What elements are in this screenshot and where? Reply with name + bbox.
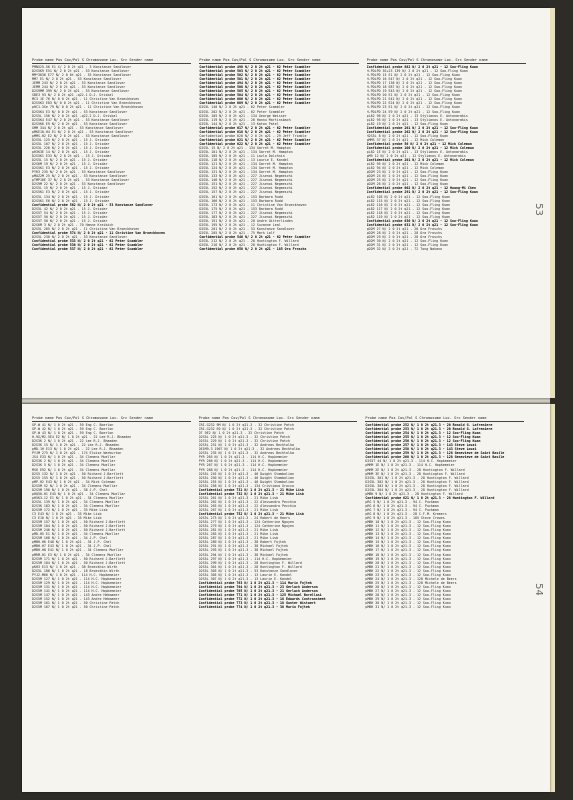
table-row: D2S5 132 N/ 1 0 2t q21 - 50 Richard J.Bartlett (32, 471, 124, 476)
table-row: pMBH 28 N/ 1 0 2t q21.3 - 12 Soo-Fling Kuan (365, 592, 451, 597)
table-row: PYR 266 N/ 1 0 2t q21.3 - 114 H.C. Hopkemeier (198, 459, 288, 464)
table-row: Confidential probe 773 N/ 1 0 2t q21.3 - 18 Gunter Wistaert (198, 601, 316, 606)
table-row: C3 E10 N/ 1 0 2t q21 - 35 Mike Lisb (32, 516, 102, 521)
column-1 (32, 416, 191, 784)
table-row: Confidential probe 259 N/ 1 0 2t q21.3 - 128 Genevieve de Saint Basile (365, 451, 505, 456)
table-row: D2S5M 127 N/ 1 0 2t q21 - 114 H.C. Hopkemeier (32, 576, 122, 581)
table-row: pMKE10-H4 E1 N/ 2 0 2t q21 - 53 Konstanze Sandlover (32, 129, 134, 134)
table-row: Confidential probe 621 N/ 2 0 2t q21 - 62 Peter Scambler (199, 137, 311, 142)
table-row: pMHM 2E N/ 1 0 2t q21.3 - 28 Huntington F. Willard (365, 467, 465, 472)
table-row: D2S5L 281 N/ 1 0 2t q21.3 - 21 Mike Lisb (198, 528, 279, 533)
table-row: D2S5L 289 N/ 1 0 2t q21.3 - 38 Robert Fojtek (198, 540, 287, 545)
table-row: D2S5M 171 N/ 1 0 2t q21 - 50 Richard J.Bartlett (32, 556, 126, 561)
table-row: D2S5L 303 N/ 1 0 2t q21.3 - 53 Konstanze Sandlover (198, 568, 298, 573)
table-row: D2S5L 125 N/ 2 0 2t q21 - 15 J. Drisdar (32, 137, 110, 142)
table-row: pL82 117 N/ 2 0 2t q21 - 12 Soo-Fling Kuan (366, 206, 451, 211)
table-row: pL82 115 N/ 2 0 2t q21 - 12 Soo-Fling Kuan (366, 198, 451, 203)
table-row: pMBH 14 N/ 1 0 2t q21.3 - 12 Soo-Fling Kuan (365, 536, 451, 541)
table-row: D2S5L 262 N/ 1 0 2t q21.3 - 22 Alessandro Pecchia (198, 499, 296, 504)
table-row: Confidential probe 631 N/ 2 0 2t q21 - 12 Soo-Fling Kuan (366, 222, 478, 227)
table-row: D2S5L 131 N/ 2 0 2t q21 - 134 Garret M. Hampton (199, 170, 293, 175)
column-2 (199, 58, 358, 390)
table-row: Confidential probe 257 N/ 1 0 2t q21.3 - 143 Steve Louzi (365, 443, 477, 448)
table-row: pD2M 31 N/ 2 0 2t q21 - 12 Soo-Fling Kuan (366, 243, 449, 248)
table-row: pL82 95 N/ 2 0 2t q21 - 13 Stylianos E. Antonarakis (366, 117, 468, 122)
table-row: Confidential probe 562 N/ 2 0 2t q21 - 53 Konstanze Sandlover (32, 202, 154, 207)
table-row: D2S5L 302 N/ 1 0 2t q21.3 - 28 Huntington F. Willard (365, 479, 469, 484)
table-row: pTMP10E 37 N/ 2 0 2t q21 - 53 Konstanze Sandlover (32, 178, 130, 183)
table-row: Confidential probe 201 N/ 2 0 2t q21 - 12 Mick Coleman (366, 158, 474, 163)
table-row: D2S5L 265 N/ 2 0 2t q21 - 11 Christine Van Broeckhoven (32, 226, 140, 231)
table-row: D2S5M 129 N/ 1 0 2t q21 - 114 H.C. Hopkemeier (32, 580, 122, 585)
table-row: D2S5K4 E47 N/ 2 0 2t q21 - 53 Konstanze Sandlover (32, 117, 130, 122)
table-row: pMP-H2 E43 N/ 1 0 2t q21 - 34 Mick Coleman (32, 479, 116, 484)
table-row: pL82 116 N/ 2 0 2t q21 - 12 Soo-Fling Kuan (366, 202, 451, 207)
table-row: D2S5L 195 N/ 2 0 2t q21 - 12 Suzanne Leal (199, 222, 281, 227)
table-row: pD2M 26 N/ 2 0 2t q21 - 12 Soo-Fling Kuan (366, 182, 449, 187)
table-row: D2S5L 294 N/ 1 0 2t q21.3 - 38 Michael Fojtek (198, 552, 288, 557)
table-row: Confidential probe 100 N/ 2 0 2t q21 - 12 Mick Coleman (366, 145, 474, 150)
table-row: pMBH-H6 E48 N/ 1 0 2t q21 - 34 J.P. Chel (32, 540, 112, 545)
table-row: D2S5L 267 N/ 1 0 2t q21.3 - 21 Mike Lisb (198, 507, 279, 512)
table-row: D2S5M 104 N/ 1 0 2t q21 - 50 Richard J.Bartlett (32, 524, 126, 529)
table-row: pL82 19 N/ 2 0 2t q21 - 12 Soo-Fling Kuan (366, 121, 449, 126)
table-row: pD2M 23 N/ 2 0 2t q21 - 12 Soo-Fling Kuan (366, 170, 449, 175)
table-row: pMUZ2M 25 N/ 2 0 2t q21 - 53 Konstanze Sandlover (32, 174, 128, 179)
table-row: D2S5K1 E3 N/ 2 0 2t q21 - 15 J. Drisdar (32, 166, 110, 171)
table-row: Confidential probe 752 N/ 1 0 2t q21.3 - 21 Mike Lisb (198, 512, 304, 517)
columns-page-54 (32, 416, 524, 784)
table-row: PYR 268 N/ 1 0 2t q21.3 - 114 H.C. Hopkemeier (198, 467, 288, 472)
table-row: pD2M 30 N/ 2 0 2t q21 - 12 Soo-Fling Kuan (366, 239, 449, 244)
table-row: D2S5M 190 N/ 1 0 2t q21 - 38 J.P. Chel (32, 487, 108, 492)
table-row: Confidential probe 56 N/ 2 0 2t q21 - 12 Mick Coleman (366, 141, 472, 146)
table-row: pMBH 26 N/ 1 0 2t q21.3 - 12 Soo-Fling Kuan (365, 584, 451, 589)
table-row: D2S5L 283 N/ 1 0 2t q21.3 - 21 Mike Lisb (198, 532, 279, 537)
table-row: DT 9E2 N/ 1 0 2t q21.3 - 32 Christine Patch (198, 431, 285, 436)
table-row: D2S5L 225 N/ 1 0 2t q21.3 - 32 Christine Patch (198, 435, 290, 440)
table-row: pL82 103 N/ 2 0 2t q21 - 12 Soo-Fling Kuan (366, 194, 451, 199)
table-row: D2S5L 186 N/ 1 0 2t q21 - 18 Broeckhin Wirth (32, 568, 120, 573)
table-row: D2S5K6 E9 N/ 2 0 2t q21 - 53 Konstanze Sandlover (32, 121, 128, 126)
table-row: D2S5L 105 N/ 2 0 2t q21 - 11 Lazlo Dolzhnin (199, 154, 285, 159)
table-row: D2S9MM 399 N/ 2 0 2t q21 - 53 Konstanze Sandlover (32, 89, 130, 94)
table-row: D2S5T 44 N/ 1 0 2t q21.3 - 114 H.C. Hopkemeier (365, 459, 457, 464)
table-row: D2S5L 140 N/ 2 0 2t q21 - 62 Peter Scambler (199, 105, 285, 110)
table-row: pD2M 29 N/ 2 0 2t q21 - 28 Ora Froschs (366, 234, 443, 239)
table-row: SBE3 93 N/ 2 0 2t q21 -q22.1 D.J. Driskal (32, 93, 114, 98)
table-row: Confidential probe 255 N/ 1 0 2t q21.3 - 12 Soo-Fling Kuan (365, 435, 481, 440)
table-row: D2S5L 212 N/ 2 0 2t q21 - 28 Huntington F. Willard (199, 239, 299, 244)
table-row: D2S5L 118 N/ 2 0 2t q21 - 13 Laurie E. Kandel (199, 158, 289, 163)
table-row: D2S5L 157 N/ 2 0 2t q21 - 227 Jisenoi Negmeschi (199, 190, 293, 195)
table-row: D2S5L 191 N/ 2 0 2t q21 - 28 Andre Uitterlinden (199, 218, 293, 223)
table-row: pMBH 15 N/ 1 0 2t q21.3 - 12 Soo-Fling Kuan (365, 540, 451, 545)
table-row: pH3K3E 14 N/ 2 0 2t q21 - 15 J. Drisdar (32, 149, 110, 154)
table-row: D2S5K1 E33 N/ 2 0 2t q21 - 15 J. Drisdar (32, 154, 112, 159)
table-row: Confidential probe 536 N/ 2 0 2t q21 - 62 Peter Scambler (32, 243, 144, 248)
column-3 (365, 416, 524, 784)
table-row: D2S5K4 E3 N/ 0 0 2t q21 - 53 Konstanze Sandlover (32, 109, 128, 114)
table-row: D2S5L 250 N/ 1 0 2t q21.3 - 46 Dwight Stambolian (198, 475, 294, 480)
table-row: pRG 8 N/ 1 0 2t q21.3 - 28 C.F.M. Kremers (365, 512, 447, 517)
table-row: D2S3K 5 N/ 1 0 2t q21 - 34 Clemens Muellar (32, 463, 116, 468)
table-row: pMBH 30 N/ 1 0 2t q21.3 - 12 Soo-Fling Kuan (365, 601, 451, 606)
table-row: D2S5L 175 N/ 2 0 2t q21 - 153 Barbara Rudd (199, 206, 283, 211)
table-row: D2S5M 131 N/ 1 0 2t q21 - 114 H.C. Hopkemeier (32, 584, 122, 589)
table-row: Confidential probe 508 N/ 2 0 2t q21 - 62 Peter Scambler (199, 85, 311, 90)
table-row: pL82 118 N/ 2 0 2t q21 - 12 Soo-Fling Kuan (366, 210, 451, 215)
table-row: D2S5L 183 N/ 2 0 2t q21 - 227 Jisenoi Negmeschi (199, 214, 293, 219)
table-row: Confidential probe 658 N/ 2 0 2t q21 - 185 Ora Froschs (199, 247, 307, 252)
table-row: Confidential probe 732 N/ 1 0 2t q21.3 - 21 Mike Lisb (198, 491, 304, 496)
columns-page-53 (32, 58, 526, 390)
table-row: pH5K3-12 E1 N/ 1 0 2t q21 - 34 Clemens Muellar (32, 495, 124, 500)
table-row: pHQ50-H1 E45 N/ 1 0 2t q21 - 34 Clemens Muellar (32, 491, 126, 496)
table-row: MC3 1E 76 N/ 0 0 2t q21 - 11 Christine Van Broeckhoven (32, 97, 140, 102)
table-row: pKH3 E13 N/ 1 0 2t q21 - 38 Broeckhin Wirth (32, 564, 118, 569)
table-row: pMBH 22 N/ 1 0 2t q21.3 - 12 Soo-Fling Kuan (365, 568, 451, 573)
table-row: Confidential probe 537 N/ 2 0 2t q21 - 62 Peter Scambler (32, 247, 144, 252)
table-row: DE1M9-3 1967 N/ 1 0 2t q21.3 - 32 Andreas Bechtolka (198, 447, 300, 452)
table-row: Confidential probe 574 N/ 2 0 2t q21 - 11 Christine Van Broeckhoven (32, 230, 165, 235)
table-row: Confidential probe 731 N/ 1 0 2t q21.3 - 21 Mike Lisb (198, 487, 304, 492)
table-row: Confidential probe 546 N/ 2 0 2t q21 - 62 Peter Scambler (199, 234, 311, 239)
table-row: D2S5L 293 N/ 1 0 2t q21.3 - 38 Michael Fojtek (198, 548, 288, 553)
table-row: Confidential probe 763 N/ 1 0 2t q21.3 - 114 Mario Fojtek (198, 580, 312, 585)
table-row: pRG 6 N/ 1 0 2t q21.3 - 94 C. Puckman (365, 503, 439, 508)
table-row: Confidential probe 501 N/ 2 0 2t q21 - 62 Peter Scambler (199, 77, 311, 82)
table-row: D2S5L 301 N/ 1 0 2t q21.3 - 28 Huntington F. Willard (365, 475, 469, 480)
table-row: pL82 96 N/ 2 0 2t q21 - 13 Stylianos E. Antonarakis (366, 113, 468, 118)
table-row: D2S5L 230 N/ 2 0 2t q21 - 53 Konstanze Sandlover (32, 234, 128, 239)
table-row: D2S3K 15 N/ 1 0 2t q21 - 22 Lee R.J. Bhaaden (32, 443, 120, 448)
column-header: Probe name Pos Cov/Pol S Chromosome Loc. Src Sender name (199, 416, 358, 422)
table-row: pMBH-H7 E43 N/ 1 0 2t q21 - 34 J.P. Chel (32, 544, 112, 549)
page-54 (22, 404, 550, 792)
table-row: D2S5M 172 N/ 1 0 2t q21 - 35 Mike Lisb (32, 507, 108, 512)
table-row: D2S5M 52 N/ 1 0 2t q21 - 34 Clemens Muellar (32, 483, 118, 488)
table-row: JEMM 243 N/ 2 0 2t q21 - 53 Konstanze Sandlover (32, 81, 126, 86)
table-row: D2S5L 245 N/ 1 0 2t q21.3 - 46 Dwight Stambolian (198, 471, 294, 476)
table-row: PYJ2-M66 N/ 1 0 2t q21 - 114 H.C. Hopkemeier (32, 572, 120, 577)
table-row: D2S5L 202 N/ 2 0 2t q21 - 62 Peter Scambler (199, 109, 285, 114)
table-row: Confidential probe 498 N/ 2 0 2t q21 - 62 Peter Scambler (199, 65, 311, 69)
table-row: D2S5L 235 N/ 1 0 2t q21.3 - 32 Andreas Bechtolka (198, 451, 294, 456)
table-row: pL82 1E N/ 2 0 2t q21 - 13 Stylianos E. Antonarakis (366, 149, 468, 154)
table-row: pMD-H5 E1 N/ 1 0 2t q21 - 34 Clemens Muellar (32, 532, 120, 537)
table-row: D2S5L 173 N/ 2 0 2t q21 - 11 Christine Van Broeckhoven (199, 202, 307, 207)
table-row: D2S5L 303 N/ 1 0 2t q21.3 - 28 Huntington F. Willard (365, 483, 469, 488)
table-row: D2S5L 119 N/ 2 0 2t q21 - 20 Hannu Martinsbach (199, 117, 291, 122)
table-row: D2S3K 2 N/ 1 0 2t q21 - 22 Lee R.J. Bhaaden (32, 439, 118, 444)
table-row: Confidential probe 620 N/ 2 0 2t q21 - 29 Jeff Trimble (199, 133, 307, 138)
table-row: pMBH 27 N/ 1 0 2t q21.3 - 12 Soo-Fling Kuan (365, 588, 451, 593)
table-row: PYR3 235 N/ 2 0 2t q21 - 53 Konstanze Sandlover (32, 170, 126, 175)
table-row: D2S5M 167 N/ 1 0 2t q21 - 50 Christine Patch (32, 605, 120, 610)
table-row: D2S5M 157 N/ 1 0 2t q21 - 50 Richard J.Bartlett (32, 520, 126, 525)
table-row: D2S5L 15 N/ 2 0 2t q21 - 15 J. Drisdar (32, 186, 108, 191)
table-row: D2S5M 246 N/ 1 0 2t q21 - 50 Richard J.Bartlett (32, 528, 126, 533)
table-row: pMBH 13 N/ 1 0 2t q21.3 - 12 Soo-Fling Kuan (365, 532, 451, 537)
column-header: Probe name Pos Cov/Pol S Chromosome Loc. Src Sender name (199, 58, 358, 64)
table-row: D2S5K3 E83 N/ 0 0 2t q21 - 11 Christine Van Broeckhoven (32, 101, 142, 106)
table-row: H.9X/M2.5E4 E2 N/ 1 0 2t q21 - 22 Lee R.J. Bhaaden (32, 435, 132, 440)
column-header: Probe name Pos Cov/Pol S Chromosome Loc. Src Sender name (367, 58, 526, 64)
table-row: pD2M 32 N/ 2 0 2t q21 - 72 Tong Nakano (366, 247, 443, 252)
table-row: Confidential probe 617 N/ 2 0 2t q21 - 62 Peter Scambler (199, 125, 311, 130)
table-row: Confidential probe 262 N/ 2 0 2t q21 - 12 Soo-Fling Kuan (366, 129, 478, 134)
table-row: MM7 E1 N/ 2 0 2t q21 - 53 Konstanze Sandlover (32, 77, 122, 82)
table-row: D2S5L 101 N/ 2 0 2t q21 - 134 Garret M. Hampton (199, 149, 293, 154)
table-row: D2S5T 58 N/ 2 0 2t q21 - 15 J. Drisdar (32, 218, 108, 223)
table-row: Confidential probe 606 N/ 2 0 2t q21 - 62 Peter Scambler (199, 97, 311, 102)
table-row: D2S5L 42 N/ 2 0 2t q21 - 15 J. Drisdar (32, 206, 108, 211)
column-header: Probe name Pos Cov/Pol S Chromosome Loc. Src Sender name (32, 58, 191, 64)
table-row: Confidential probe 254 N/ 1 0 2t q21.3 - 12 Soo-Fling Kuan (365, 431, 481, 436)
table-row: D2S5L 297 N/ 1 0 2t q21.3 - 114 H.C. Hopkemeier (198, 556, 292, 561)
table-row: D2S5L 177 N/ 2 0 2t q21 - 227 Jisenoi Negmeschi (199, 210, 293, 215)
table-row: Confidential probe 494 N/ 2 0 2t q21 - 62 Peter Scambler (199, 81, 311, 86)
table-row: pD2M 25 N/ 2 0 2t q21 - 12 Soo-Fling Kuan (366, 178, 449, 183)
page-edge (550, 404, 555, 792)
table-row: pMHM 3E N/ 1 0 2t q21.3 - 28 Huntington F. Willard (365, 471, 465, 476)
table-row: D2S5M 184 N/ 1 0 2t q21 - 50 Richard J.Bartlett (32, 560, 126, 565)
table-row: pRG 9 N/ 1 0 2t q21.3 - 185 Steve Crowes (365, 516, 445, 521)
column-header: Probe name Pos Cov/Pol S Chromosome Loc. Src Sender name (365, 416, 524, 422)
table-row: D2S5L 216 N/ 2 0 2t q21 - 28 Huntington F. Willard (199, 243, 299, 248)
table-row: D2S5L 263 N/ 1 0 2t q21.3 - 22 Alessandro Pecchia (198, 503, 296, 508)
column-2 (199, 416, 358, 784)
table-row: D2S3K 2 N/ 1 0 2t q21 - 34 Clemens Muellar (32, 459, 116, 464)
table-row: D2S5K1 E3 N/ 2 0 2t q21 - 15 J. Drisdar (32, 190, 110, 195)
table-row: pMBH 25 N/ 1 0 2t q21.3 - 128 Michele de Beers (365, 580, 457, 585)
table-row: Confidential probe 771 N/ 1 0 2t q21.3 - 125 Michael Borellasi (198, 592, 322, 597)
table-row: PMN525-56 E1 X/ 2 0 2t q21 - 3 Konstanze Sandlover (32, 65, 132, 69)
table-row: H-PDLPD 24 E9 N/ 2 0 2t q21 - 12 Soo-Fling Kuan (366, 109, 460, 114)
table-row: pMBH 12 N/ 1 0 2t q21.3 - 12 Soo-Fling Kuan (365, 528, 451, 533)
table-row: D2S9M 22 N/ 2 0 2t q21 - 53 Konstanze Sandlover (32, 182, 126, 187)
table-row: H2S5L 8 N/ 2 0 2t q21 - 12 Soo-Fling Kuan (366, 133, 449, 138)
table-row: D2S3K 183 N/ 1 0 2t q21 - 34 Clemens Muellar (32, 503, 120, 508)
table-row: Confidential probe 256 N/ 1 0 2t q21.3 - 12 Soo-Fling Kuan (365, 439, 481, 444)
table-row: MS6 E92 N/ 1 0 2t q21 - 34 Clemens Muellar (32, 467, 116, 472)
table-row: D2S5L 124 N/ 2 0 2t q21 - 134 Garret M. Hampton (199, 166, 293, 171)
table-row: D2S5L 166 N/ 2 0 2t q21 - 153 Barbara Rudd (199, 198, 283, 203)
table-row: Confidential probe 502 N/ 2 0 2t q21 - 62 Peter Scambler (199, 73, 311, 78)
table-row: H-PDLPD 18 E87 N/ 2 0 2t q21 - 12 Soo-Fling Kuan (366, 85, 462, 90)
table-row: PYR 265 N/ 1 0 2t q21.3 - 114 H.C. Hopkemeier (198, 455, 288, 460)
table-row: D2S5L 226 N/ 2 0 2t q21 - 15 J. Drisdar (32, 145, 110, 150)
table-row: Confidential probe 291 N/ 2 0 2t q21 - 12 Soo-Fling Kuan (366, 190, 478, 195)
table-row: Confidential probe 622 N/ 2 0 2t q21 - 62 Peter Scambler (199, 141, 311, 146)
table-row: D2S5L 156 N/ 2 0 2t q21 -q22.2 D.J. Driskal (32, 113, 118, 118)
table-row: D2S5L 291 N/ 1 0 2t q21.3 - 38 Michael Fojtek (198, 544, 288, 549)
table-row: D2S5L 152 N/ 2 0 2t q21 - 227 Jisenoi Negmeschi (199, 186, 293, 191)
table-row: pMBH 17 N/ 1 0 2t q21.3 - 12 Soo-Fling Kuan (365, 548, 451, 553)
table-row: D2S5L 201 N/ 2 0 2t q21 - 53 Konstanze Sandlover (199, 226, 295, 231)
table-row: pMBH 20 N/ 1 0 2t q21.3 - 12 Soo-Fling Kuan (365, 560, 451, 565)
table-row: pMBH 21 N/ 1 0 2t q21.3 - 12 Soo-Fling Kuan (365, 564, 451, 569)
table-row: pMBH-H8 E41 N/ 1 0 2t q21 - 34 Clemens Muellar (32, 548, 124, 553)
table-row: H-PDLPD 3E+23 139 N/ 2 0 2t q21 - 12 Soo-Fling Kuan (366, 69, 468, 74)
page-number: 54 (533, 583, 545, 596)
table-row: Confidential probe 503 N/ 2 0 2t q21 - 62 Peter Scambler (199, 69, 311, 74)
table-row: D2S5L 305 N/ 1 0 2t q21.3 - 13 Laurie E. Kandel (198, 572, 292, 577)
table-row: Confidential probe 533 N/ 2 0 2t q21 - 62 Peter Scambler (32, 239, 144, 244)
table-row: Confidential probe 504 N/ 2 0 2t q21 - 62 Peter Scambler (199, 93, 311, 98)
table-row: D2S5L 255 N/ 1 0 2t q21.3 - 46 Dwight Stambolian (198, 479, 294, 484)
table-row: pRG 7 N/ 1 0 2t q21.3 - 94 C. Puckman (365, 507, 439, 512)
table-row: D2S5L 273 N/ 1 0 2t q21.3 - 24 Robert de Haers (198, 516, 290, 521)
table-row: D2S5L 15 N/ 2 0 2t q21 - 15 J. Drisdar (32, 158, 108, 163)
table-row: PYR 267 N/ 1 0 2t q21.3 - 114 H.C. Hopkemeier (198, 463, 288, 468)
table-row: GP-W 42 N/ 1 0 2t q21 - 59 Eng C. Boerlon (32, 427, 114, 432)
table-row: D2S5K1 E6 N/ 2 0 2t q21 - 15 J. Drisdar (32, 198, 110, 203)
table-row: pMMS-H2 E2 N/ 2 0 2t q21 - 53 Konstanze Sandlover (32, 133, 130, 138)
column-1 (32, 58, 191, 390)
table-row: H-PDLPD 23 E1 N/ 2 0 2t q21 - 12 Soo-Fling Kuan (366, 105, 460, 110)
table-row: D2S5L 139 N/ 1 0 2t q21 - 34 Clemens Muellar (32, 499, 120, 504)
table-row: D2S5L 144 N/ 2 0 2t q21 - 13 Katon Patel (199, 121, 279, 126)
table-row: D2S5L 261 N/ 1 0 2t q21.3 - 21 Mike Lisb (198, 495, 279, 500)
table-row: pMRM-H1 E3 N/ 1 0 2t q21 - 34 Clemens Muellar (32, 552, 122, 557)
table-row: pD2M 28 N/ 2 0 2t q21 - 28 Ora Froschs (366, 230, 443, 235)
table-row: H-PDLPD 19 E43 N/ 2 0 2t q21 - 12 Soo-Fling Kuan (366, 89, 462, 94)
table-row: D2S5L 15 N/ 2 0 2t q21 - 134 Garret M. Hampton (199, 145, 291, 150)
table-row: pL82 95 N/ 2 0 2t q21 - 12 Mick Coleman (366, 162, 445, 167)
table-row: D2S6M 3 N/ 2 0 2t q21 - 70 Hanne Kreibich (32, 222, 114, 227)
table-row: D2S5L 146 N/ 2 0 2t q21 - 227 Jisenoi Negmeschi (199, 178, 293, 183)
table-row: D2S5L 287 N/ 1 0 2t q21.3 - 21 Mike Lisb (198, 536, 279, 541)
table-row: D2S5L 151 N/ 2 0 2t q21 - 227 Jisenoi Negmeschi (199, 182, 293, 187)
table-row: D2S5 155 N/ 1 0 2t q21 - 50 Richard J.Bartlett (32, 475, 124, 480)
table-row: pMMS 37 N/ 2 0 2t q21 - 12 Mick Coleman (366, 137, 445, 142)
table-row: D2S5L 304 N/ 1 0 2t q21.3 - 28 Huntington F. Willard (365, 487, 469, 492)
table-row: CRI-G232 9M N/ 1 0 2t q21.3 - 32 Christine Patch (198, 423, 294, 427)
table-row: D2S5L 121 N/ 2 0 2t q21 - 134 Garret M. Hampton (199, 162, 293, 167)
table-row: pMBH 16 N/ 1 0 2t q21.3 - 12 Soo-Fling Kuan (365, 544, 451, 549)
table-row: D2S5L 277 N/ 1 0 2t q21.3 - 124 Catherine Nguyen (198, 520, 294, 525)
table-row: H-PDLPD 16 E47 N/ 2 0 2t q21 - 12 Soo-Fling Kuan (366, 77, 462, 82)
table-row: D2S5L 258 N/ 1 0 2t q21.3 - 134 Cristiana Grocco (198, 483, 294, 488)
table-row: H-PDLPD 15 E1 N/ 2 0 2t q21 - 12 Soo-Fling Kuan (366, 73, 460, 78)
table-row: GMM 344 N/ 2 0 2t q21 - 53 Konstanze Sandlover (32, 125, 124, 130)
table-row: D2S5L 205 N/ 2 0 2t q21 - 75 Mark Lalf (199, 230, 275, 235)
table-row: pMBH 19 N/ 1 0 2t q21.3 - 12 Soo-Fling Kuan (365, 556, 451, 561)
table-row: D2S5M 147 N/ 1 0 2t q21 - 143 Andre Hekmaeer (32, 592, 120, 597)
table-row: Confidential probe 772 N/ 1 0 2t q21.3 - 18 Edwards Contransheet (198, 597, 326, 602)
table-row: D2S5L 134 N/ 2 0 2t q21 - 15 J. Drisdar (32, 194, 110, 199)
table-row: D2S5M 141 N/ 1 0 2t q21 - 114 H.C. Hopkemeier (32, 588, 122, 593)
table-row: Confidential probe 621 N/ 1 0 2t q21.3 - 28 Huntington F. Willard (365, 495, 495, 500)
table-row: D2S5L 307 N/ 1 0 2t q21.3 - 13 Laurie E. Kandel (198, 576, 292, 581)
table-row: D2S5L 301 N/ 1 0 2t q21.3 - 28 Huntington F. Willard (198, 564, 302, 569)
table-row: D2S5L 161 N/ 2 0 2t q21 - 153 Barbara Rudd (199, 194, 283, 199)
table-row: D2S5L 133 N/ 2 0 2t q21 - 227 Jisenoi Negmeschi (199, 174, 293, 179)
table-row: pMBH 10 N/ 1 0 2t q21.3 - 12 Soo-Fling Kuan (365, 520, 451, 525)
table-row: H-PDLPD 20 E1 N/ 2 0 2t q21 - 12 Soo-Fling Kuan (366, 93, 460, 98)
table-row: GP-W 43 N/ 1 0 2t q21 - 59 Eng C. Boerlon (32, 431, 114, 436)
table-row: Confidential probe 774 N/ 1 0 2t q21.3 - 38 Mario Fojtek (198, 605, 310, 610)
table-row: H-PDLPD 21 E42 N/ 2 0 2t q21 - 12 Soo-Fling Kuan (366, 97, 462, 102)
table-row: D2S5L 299 N/ 1 0 2t q21.3 - 28 Huntington F. Willard (198, 560, 302, 565)
table-row: C3 E43 N/ 1 0 2t q21 - 35 Mike Lisb (32, 512, 102, 517)
page-edge (550, 8, 555, 398)
page-number: 53 (533, 203, 545, 216)
table-row: Confidential probe 630 N/ 2 0 2t q21 - 12 Soo-Fling Kuan (366, 218, 478, 223)
table-row: Confidential probe 609 N/ 2 0 2t q21 - 62 Peter Scambler (199, 101, 311, 106)
table-row: pRG 5 N/ 1 0 2t q21.3 - 94 C. Puckman (365, 499, 439, 504)
table-row: H-PDLPD 17 136 N/ 2 0 2t q21 - 12 Soo-Fling Kuan (366, 81, 462, 86)
table-row: Confidential probe 258 N/ 1 0 2t q21.3 - 143 Steve Louzi (365, 447, 477, 452)
table-row: Confidential probe 764 N/ 1 0 2t q21.3 - 23 Gerlach Anderson (198, 584, 318, 589)
table-row: Confidential probe 618 N/ 2 0 2t q21 - 62 Peter Scambler (199, 129, 311, 134)
table-row: pMD-1H E13 N/ 1 0 2t q21 - 22 Lee R.J. Bhaaden (32, 447, 124, 452)
table-row: JEMM 244 N/ 2 0 2t q21 - 53 Konstanze Sandlover (32, 85, 126, 90)
table-row: D2S5M 161 N/ 1 0 2t q21 - 50 Christine Patch (32, 601, 120, 606)
table-row: D2S5K9 E51 N/ 2 0 2t p21 - 53 Konstanze Sandlover (32, 69, 130, 74)
table-row: CRI-G232 E0 N/ 1 0 2t q21.3 - 32 Christine Patch (198, 427, 294, 432)
table-row: pM9 12 N/ 2 0 2t q21 - 12 Stylianos E. Antonarakis (366, 154, 466, 159)
table-row: Confidential probe 253 N/ 1 0 2t q21.3 - 20 Ronald G. Lafreniere (365, 427, 493, 432)
table-row: D2S6M 19 N/ 2 0 2t q21 - 15 J. Drisdar (32, 162, 108, 167)
table-row: PYJM 275 N/ 1 0 2t q21 - 174 Eloise Warburton (32, 451, 122, 456)
table-row: pMBH 29 N/ 1 0 2t q21.3 - 12 Soo-Fling Kuan (365, 597, 451, 602)
page-53 (22, 8, 550, 398)
table-row: Confidential probe 602 N/ 2 0 2t q21 - 12 Huang-Mi Chen (366, 186, 476, 191)
table-row: D2S5M 152 N/ 1 0 2t q21 - 143 Andre Hekmaeer (32, 597, 120, 602)
table-row: pMBH 23 N/ 1 0 2t q21.3 - 12 Soo-Fling Kuan (365, 572, 451, 577)
table-row: pD2M 27 N/ 2 0 2t q21 - 28 Ora Froschs (366, 226, 443, 231)
table-row: pL82 119 N/ 2 0 2t q21 - 12 Soo-Fling Kuan (366, 214, 451, 219)
table-row: GP-W 41 N/ 1 0 2t q21 - 59 Eng C. Boerlon (32, 423, 114, 427)
table-row: D2S5T 50 N/ 2 0 2t q21 - 15 J. Drisdar (32, 214, 108, 219)
table-row: Confidential probe 882 N/ 2 0 2t q21 - 12 Soo-Fling Kuan (366, 65, 478, 69)
table-row: pMBH 9 N/ 1 0 2t q21.3 - 28 Huntington F. Willard (365, 491, 463, 496)
table-row: D2S5L 229 N/ 1 0 2t q21.3 - 32 Christine Patch (198, 439, 290, 444)
table-row: Confidential probe 261 N/ 2 0 2t q21 - 12 Soo-Fling Kuan (366, 125, 478, 130)
table-row: pD2M 24 N/ 2 0 2t q21 - 12 Soo-Fling Kuan (366, 174, 449, 179)
table-row: MM*3636 E77 N/ 2 0 0t q21 - 53 Konstanze Sandlover (32, 73, 132, 78)
table-row: pMBH 24 N/ 1 0 2t q21.3 - 128 Michele de Beers (365, 576, 457, 581)
table-row: D2S5L 107 N/ 2 0 2t q21 - 15 J. Drisdar (32, 141, 110, 146)
table-row: Confidential probe 765 N/ 1 0 2t q21.3 - 21 Gerlach Anderson (198, 588, 318, 593)
table-row: pL82 94 N/ 2 0 2t q21 - 12 Mick Coleman (366, 166, 445, 171)
table-row: pHC1.3Se 79 N/ 0 0 2t q21 - 11 Christine Van Broeckhoven (32, 105, 144, 110)
column-3 (367, 58, 526, 390)
table-row: JS4 E33 N/ 1 0 2t q21 - 34 Clemens Muellar (32, 455, 116, 460)
table-row: D2S5L 231 N/ 1 0 2t q21.3 - 32 Andreas Bechtolka (198, 443, 294, 448)
table-row: pMBH 11 N/ 1 0 2t q21.3 - 12 Soo-Fling Kuan (365, 524, 451, 529)
table-row: D2S5L 105 N/ 2 0 2t q21 - 134 George Weisser (199, 113, 287, 118)
table-row: H-PDLPD 22 E24 N/ 2 0 2t q21 - 12 Soo-Fling Kuan (366, 101, 462, 106)
table-row: D2S5L 279 N/ 1 0 2t q21.3 - 124 Catherine Nguyen (198, 524, 294, 529)
table-row: Confidential probe 505 N/ 2 0 2t q21 - 62 Peter Scambler (199, 89, 311, 94)
table-row: pMHM 1E N/ 1 0 2t q21.3 - 114 H.C. Hopkemeier (365, 463, 455, 468)
column-header: Probe name Pos Cov/Pol S Chromosome Loc. Src Sender name (32, 416, 191, 422)
table-row: pMBH 31 N/ 1 0 2t q21.3 - 12 Soo-Fling Kuan (365, 605, 451, 610)
table-row: Confidential probe 260 N/ 1 0 2t q21.3 - 128 Genevieve de Saint Basile (365, 455, 505, 460)
table-row: pMBH 18 N/ 1 0 2t q21.3 - 12 Soo-Fling Kuan (365, 552, 451, 557)
table-row: Confidential probe 252 N/ 1 0 2t q21.3 - 20 Ronald G. Lafreniere (365, 423, 493, 427)
table-row: D2S5T 54 N/ 2 0 2t q21 - 15 J. Drisdar (32, 210, 108, 215)
table-row: D2S5M 168 N/ 1 0 2t q21 - 34 J.P. Chel (32, 536, 108, 541)
